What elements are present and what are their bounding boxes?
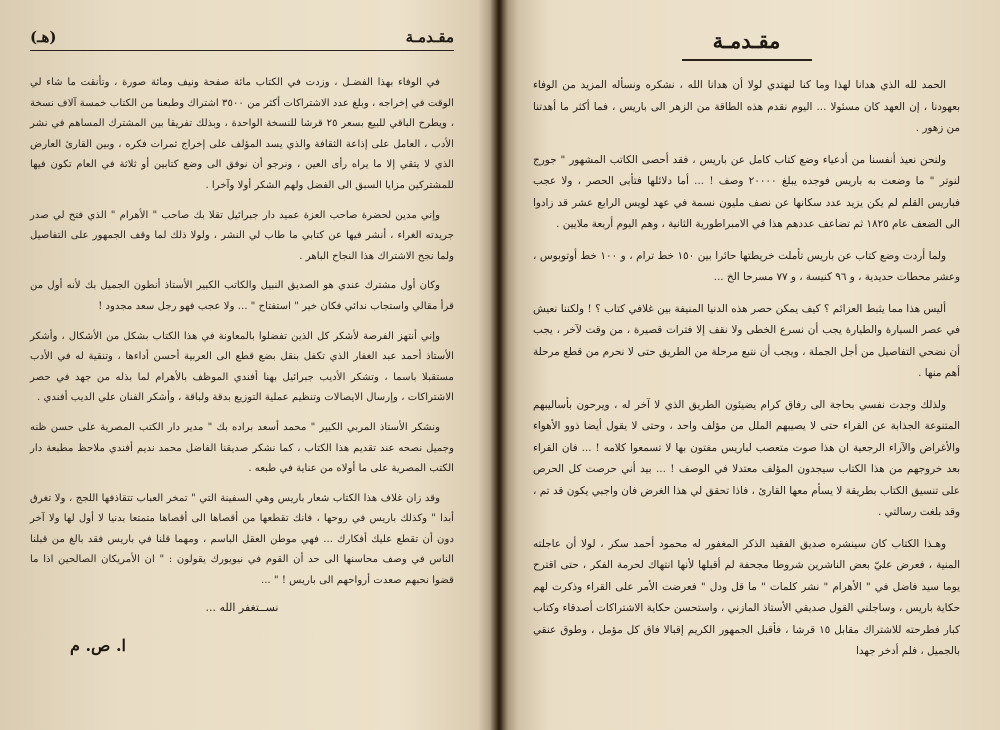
right-page	[505, 0, 1000, 730]
left-page	[0, 0, 490, 730]
page-number: (هـ)	[30, 28, 57, 46]
left-paragraph-2: وإني مدين لحضرة صاحب العزة عميد دار جبرائيل تقلا بك صاحب " الأهرام " الذي فتح لي صدر جريدته الغراء ، أنشر فيها عن كتابي ما طاب لي النشر ، ولولا ذلك لما وقف الجمهور على التفاصيل ولما نجح الاشتراك هذا النجاح الباهر .	[30, 209, 454, 262]
left-paragraph-6: وقد زان غلاف هذا الكتاب شعار باريس وهي السفينة التي " تمخر العباب تتقاذفها اللجج ، ولا تغرق أبدا " وكذلك باريس في روحها ، فانك تقطعها من أقصاها الى أقصاها متمتعا بدنيا لا أول لها ولا آخر دون أن تقطع عليك أفكارك ... فهي موطن العقل الباسم ، ومهما قلنا في باريس فقد بالغ من قبلنا الناس في وصف محاسنها الى حد أن القوم في نيويورك يقولون : " ان الأمريكان الصالحين اذا ما قضوا نحبهم صعدت أرواحهم الى باريس ! " ...	[30, 492, 454, 587]
page-title: مقـدمـة	[682, 28, 812, 61]
right-paragraph-1: الحمد لله الذي هدانا لهذا وما كنا لنهتدي لولا أن هدانا الله ، نشكره ونسأله المزيد من الوفاء بعهودنا ، إن العهد كان مسئولا ... اليوم نقدم هذه الطاقة من الزهر الى باريس ، فما أكثر ما أهدتنا من زهور .	[533, 79, 960, 134]
right-paragraph-5: ولذلك وجدت نفسي بحاجة الى رفاق كرام يضيئون الطريق الذي لا آخر له ، ويرحون بأساليبهم المتنوعة الجذابة عن القراء حتى لا يصيبهم الملل من مؤلف واحد ، وحتى لا يقول أيضا ذوو الأهواء والأغراض والآراء الرجعية ان هذا صوت متعصب لباريس مفتون بها لا تسمعوا كلامه ! ... فان القراء بعد خروجهم من هذا الكتاب سيجدون المؤلف معتدلا في الوصف ! ... بيد أني حرصت كل الحرص على تنسيق الكتاب بطريقة لا يسأم معها القارئ ، فاذا تحقق لي هذا الغرض فان واجبي يكون قد تم ، وقد بلغت رسالتي .	[533, 398, 960, 518]
left-paragraph-5: ونشكر الأستاذ المربي الكبير " محمد أسعد براده بك " مدير دار الكتب المصرية على حسن ظنه وجميل نصحه عند تقديم هذا الكتاب ، كما نشكر صديقنا الفاضل محمد نديم أفندي ملاحظ مطبعة دار الكتب المصرية على ما أولاه من عناية في طبعه .	[30, 421, 454, 475]
left-paragraph-1: في الوفاء بهذا الفضـل ، وزدت في الكتاب مائة صفحة ونيف ومائة صورة ، وتأنقت ما شاء لي الوقت في إخراجه ، وبلغ عدد الاشتراكات أكثر من ٣٥٠٠ اشتراك وطبعنا من الكتاب خمسة آلاف نسخة ، ويطرح الباقي للبيع بسعر ٢٥ قرشا للنسخة الواحدة ، وبذلك تفريقا بين المشترك المساهم في نشر الأدب ، العامل على إذاعة الثقافة والذي يسد المؤلف على إخراج ثمرات فكره ، وبين القارئ العارض الذي لا يتقي إلا ما يراه رأى العين ، ونرجو أن نوفق الى وضع كتابين أو ثلاثة في العام تكون فيها للمشتركين مزايا السبق الى الفضل ولهم الشكر أولا وآخرا .	[30, 77, 454, 191]
right-paragraph-2: ولنحن نعيذ أنفسنا من أدعياء وضع كتاب كامل عن باريس ، فقد أحصى الكاتب المشهور " جورج لنوتر " ما وضعت به باريس فوجده يبلغ ٢٠٠٠٠ وصف ! ... أما دلائلها فتأبى الحصر ، ولا عجب فباريس القلم لم يكن يزيد عدد سكانها عن نصف مليون نسمة في عهد لويس الرابع عشر قد زادوا الى الضعف عام ١٨٢٥ ثم تضاعف عددهم هذا في الامبراطورية الثانية ، وهم اليوم أربعة ملايين .	[533, 153, 960, 230]
left-paragraph-4: وإني أنتهز الفرصة لأشكر كل الذين تفضلوا بالمعاونة في هذا الكتاب بشكل من الأشكال ، وأشكر الأستاذ أحمد عبد الغفار الذي تكفل بنقل بضع قطع الى العربية أحسن أداءها ، وتنقية له في الأدب مستقبلا باسما ، وتشكر الأديب جبرائيل بهنا أفندي الموظف بالأهرام لما بذله من جهد في حصر الاشتراكات ، وإرسال الايصالات وتنظيم عملية التوزيع بدقة ولباقة ، وأشكر الفنان علي الديب أفندي .	[30, 330, 454, 404]
author-signature: ا. ص. م	[70, 635, 126, 655]
right-paragraph-6: وهـذا الكتاب كان سينشره صديق الفقيد الذكر المغفور له محمود أحمد سكر ، لولا أن عاجلته المنية ، فعرض عليّ بعض الناشرين شروطا مجحفة لم أقبلها لأنها انتهاك لحرمة الفكر ، حتى اقترح يوما سيد فاضل في " الأهرام " نشر كلمات " ما قل ودل " فعرضت الأمر على القراء وذكرت لهم حكاية باريس ، وساجلني القول صديقي الأستاذ المازني ، واستحسن حكاية الاشتراكات أصدقاء وكتاب كبار فطرحته للاشتراك مقابل ١٥ قرشا ، فأقبل الجمهور الكريم إقبالا فاق كل مؤمل ، وطوق عنقي بالجميل ، فلم أدخر جهدا	[533, 537, 960, 657]
right-paragraph-3: ولما أردت وضع كتاب عن باريس تأملت خريطتها حائرا بين ١٥٠ خط ترام ، و ١٠٠ خط أوتوبوس ، وعشر محطات حديدية ، و ٩٦ كنيسة ، و ٧٧ مسرحا الخ ...	[533, 249, 960, 283]
right-paragraph-4: أليس هذا مما يثبط العزائم ؟ كيف يمكن حصر هذه الدنيا المنيفة بين غلافي كتاب ؟ ! ولكننا نعيش في عصر السيارة والطيارة يجب أن نسرع الخطى ولا نقف إلا فترات قصيرة ، من وقت لآخر ، يجب أن نضحي التفاصيل من أجل الجملة ، ويجب أن نتبع مرحلة من الطريق حتى لا نحرم من قطع مرحلة أهم منها .	[533, 302, 960, 379]
closing-line: نســتغفر الله ...	[205, 600, 279, 614]
running-title: مقـدمـة	[405, 28, 454, 46]
left-paragraph-3: وكان أول مشترك عندي هو الصديق النبيل والكاتب الكبير الأستاذ أنطون الجميل بك لأنه أول من قرأ مقالي واستجاب ندائي فكان خير " استفتاح " ... ولا عجب فهو رجل سعد مجدود !	[30, 280, 454, 312]
running-head	[30, 28, 454, 51]
